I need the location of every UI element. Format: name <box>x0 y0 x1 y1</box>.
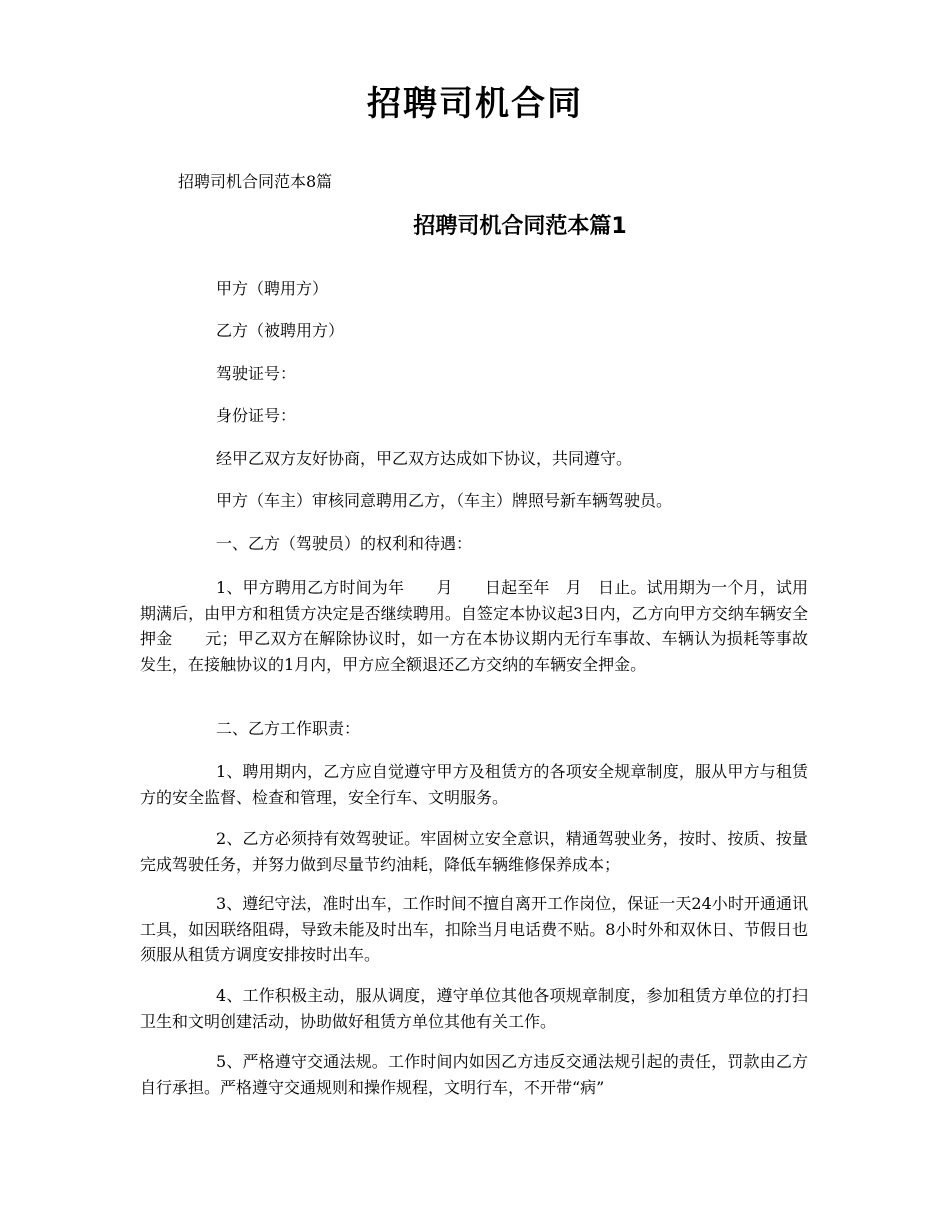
clause-2-4: 4、工作积极主动，服从调度，遵守单位其他各项规章制度，参加租赁方单位的打扫卫生和文明创建活动，协助做好租赁方单位其他有关工作。 <box>140 986 808 1031</box>
hire-statement: 甲方（车主）审核同意聘用乙方，（车主）牌照号新车辆驾驶员。 <box>216 491 673 510</box>
heading-duties: 二、乙方工作职责： <box>216 719 361 738</box>
section-title: 招聘司机合同范本篇1 <box>413 214 627 239</box>
heading-rights: 一、乙方（驾驶员）的权利和待遇： <box>216 534 473 553</box>
party-b-line: 乙方（被聘用方） <box>216 321 345 340</box>
clause-2-5: 5、严格遵守交通法规。工作时间内如因乙方违反交通法规引起的责任，罚款由乙方自行承担。严格遵守交通规则和操作规程，文明行车，不开带“病” <box>140 1052 808 1097</box>
id-number-line: 身份证号： <box>216 406 297 425</box>
license-number-line: 驾驶证号： <box>216 364 297 383</box>
clause-1-1: 1、甲方聘用乙方时间为年 月 日起至年 月 日止。试用期为一个月，试用期满后，由甲方和租赁方决定是否继续聘用。自签定本协议起3日内，乙方向甲方交纳车辆安全押金 元；甲乙双方在解除协议时，如一方在本协议期内无行车事故、车辆认为损耗等事故发生，在接触协议的1月内，甲方应全额退还乙方交纳的车辆安全押金。 <box>140 578 808 674</box>
clause-2-2: 2、乙方必须持有效驾驶证。牢固树立安全意识，精通驾驶业务，按时、按质、按量完成驾驶任务，并努力做到尽量节约油耗，降低车辆维修保养成本； <box>140 829 808 874</box>
clause-2-3: 3、遵纪守法，准时出车，工作时间不擅自离开工作岗位，保证一天24小时开通通讯工具，如因联络阻碍，导致未能及时出车，扣除当月电话费不贴。8小时外和双休日、节假日也须服从租赁方调度安排按时出车。 <box>140 894 808 964</box>
document-subtitle: 招聘司机合同范本8篇 <box>178 172 333 191</box>
party-a-line: 甲方（聘用方） <box>216 279 329 298</box>
agreement-intro: 经甲乙双方友好协商，甲乙双方达成如下协议，共同遵守。 <box>216 449 633 468</box>
clause-2-1: 1、聘用期内，乙方应自觉遵守甲方及租赁方的各项安全规章制度，服从甲方与租赁方的安全监督、检查和管理，安全行车、文明服务。 <box>140 762 808 807</box>
document-title: 招聘司机合同 <box>367 84 583 124</box>
